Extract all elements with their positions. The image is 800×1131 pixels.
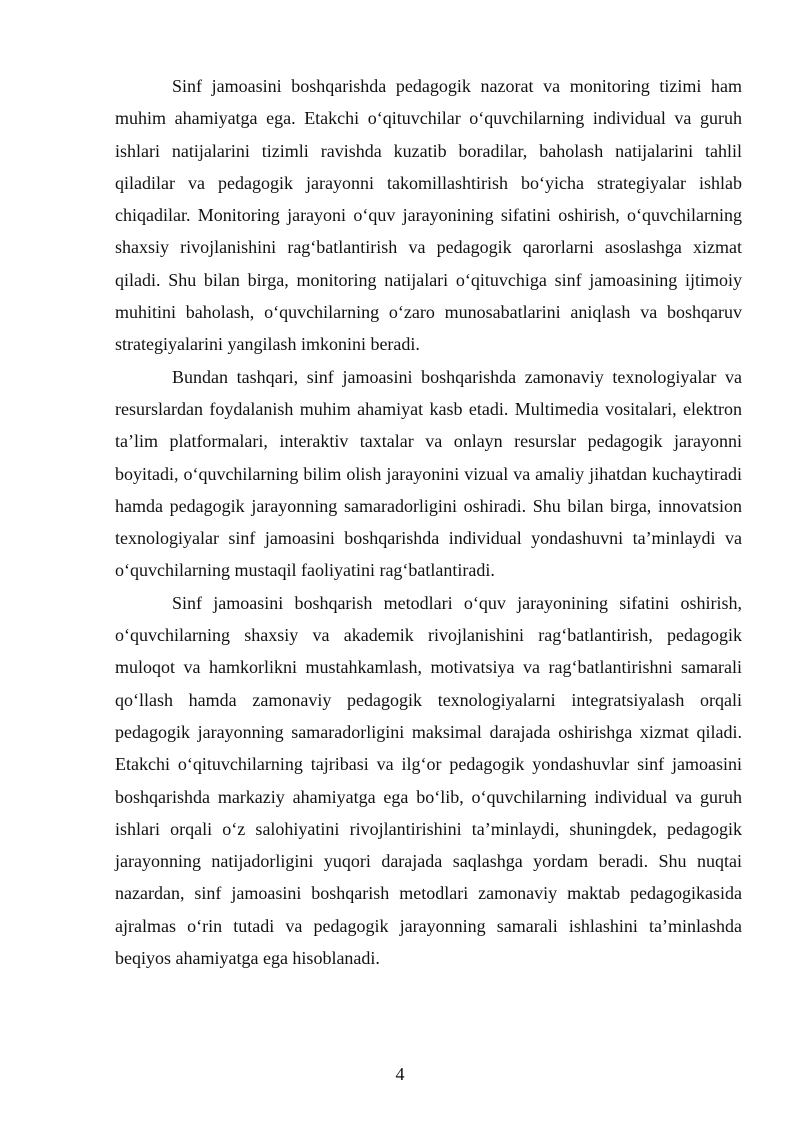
paragraph-monitoring: Sinf jamoasini boshqarishda pedagogik nazorat va monitoring tizimi ham muhim ahamiyatga ega. Etakchi o‘qituvchilar o‘quvchilarning individual va guruh ishlari natijalarini tizimli ravishda kuzatib boradilar, baholash natijalarini tahlil qiladilar va pedagogik jarayonni takomillashtirish bo‘yicha strategiyalar ishlab chiqadilar. Monitoring jarayoni o‘quv jarayonining sifatini oshirish, o‘quvchilarning shaxsiy rivojlanishini rag‘batlantirish va pedagogik qarorlarni asoslashga xizmat qiladi. Shu bilan birga, monitoring natijalari o‘qituvchiga sinf jamoasining ijtimoiy muhitini baholash, o‘quvchilarning o‘zaro munosabatlarini aniqlash va boshqaruv strategiyalarini yangilash imkonini beradi. [115,76,742,355]
paragraph-conclusion: Sinf jamoasini boshqarish metodlari o‘quv jarayonining sifatini oshirish, o‘quvchilarning shaxsiy va akademik rivojlanishini rag‘batlantirish, pedagogik muloqot va hamkorlikni mustahkamlash, motivatsiya va rag‘batlantirishni samarali qo‘llash hamda zamonaviy pedagogik texnologiyalarni integratsiyalash orqali pedagogik jarayonning samaradorligini maksimal darajada oshirishga xizmat qiladi. Etakchi o‘qituvchilarning tajribasi va ilg‘or pedagogik yondashuvlar sinf jamoasini boshqarishda markaziy ahamiyatga ega bo‘lib, o‘quvchilarning individual va guruh ishlari orqali o‘z salohiyatini rivojlantirishini ta’minlaydi, shuningdek, pedagogik jarayonning natijadorligini yuqori darajada saqlashga yordam beradi. Shu nuqtai nazardan, sinf jamoasini boshqarish metodlari zamonaviy maktab pedagogikasida ajralmas o‘rin tutadi va pedagogik jarayonning samarali ishlashini ta’minlashda beqiyos ahamiyatga ega hisoblanadi. [115,592,742,969]
body-text [115,70,742,974]
paragraph-technologies: Bundan tashqari, sinf jamoasini boshqarishda zamonaviy texnologiyalar va resurslardan foydalanish muhim ahamiyat kasb etadi. Multimedia vositalari, elektron ta’lim platformalari, interaktiv taxtalar va onlayn resurslar pedagogik jarayonni boyitadi, o‘quvchilarning bilim olish jarayonini vizual va amaliy jihatdan kuchaytiradi hamda pedagogik jarayonning samaradorligini oshiradi. Shu bilan birga, innovatsion texnologiyalar sinf jamoasini boshqarishda individual yondashuvni ta’minlaydi va o‘quvchilarning mustaqil faoliyatini rag‘batlantiradi. [115,366,742,581]
page-number: 4 [395,1064,405,1084]
